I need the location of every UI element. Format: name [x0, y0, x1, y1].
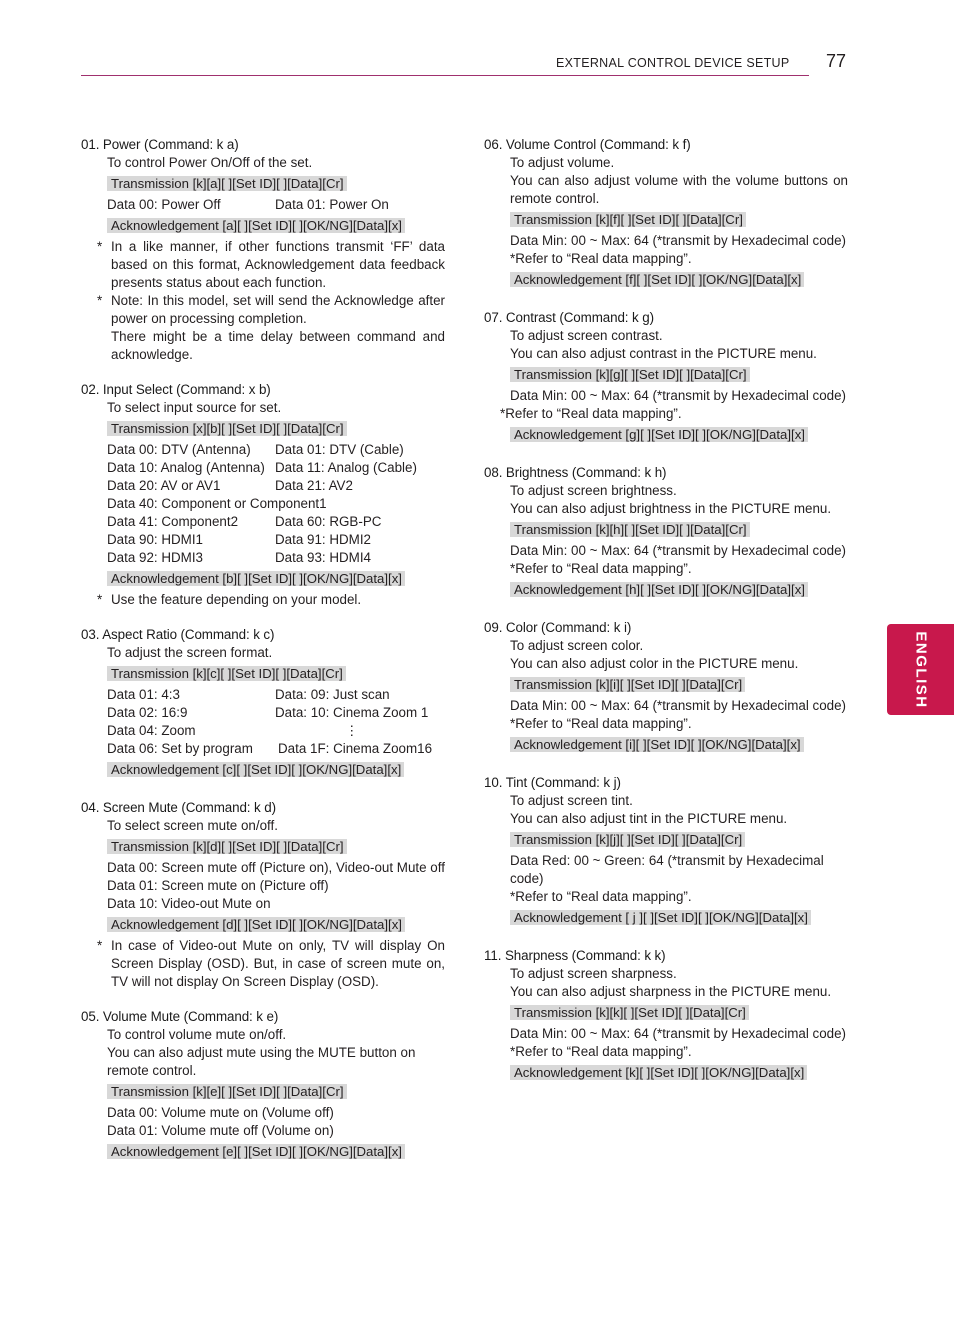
section-title: 05. Volume Mute (Command: k e) [81, 1009, 279, 1024]
data-value: Data 20: AV or AV1 [107, 478, 221, 493]
section-desc: To control Power On/Off of the set. [107, 155, 313, 170]
acknowledgement-box: Acknowledgement [g][ ][Set ID][ ][OK/NG][Data][x] [510, 427, 808, 442]
data-value [275, 495, 445, 513]
section-desc: To adjust screen contrast. [510, 328, 663, 343]
data-value: Data 1F: Cinema Zoom16 [278, 741, 433, 756]
section-desc: To select input source for set. [107, 400, 282, 415]
section-sharpness [484, 947, 848, 1085]
data-value: Data 41: Component2 [107, 514, 239, 529]
section-desc: You can also adjust color in the PICTURE menu. [510, 656, 799, 671]
transmission-box: Transmission [k][k][ ][Set ID][ ][Data][Cr] [510, 1005, 749, 1020]
acknowledgement-box: Acknowledgement [a][ ][Set ID][ ][OK/NG][Data][x] [107, 218, 405, 233]
data-value: Data 91: HDMI2 [275, 532, 372, 547]
section-desc: To adjust screen brightness. [510, 483, 677, 498]
section-title: 08. Brightness (Command: k h) [484, 465, 667, 480]
note-continuation: There might be a time delay between command and acknowledge. [111, 329, 445, 362]
data-value: Data 02: 16:9 [107, 705, 188, 720]
section-tint [484, 774, 848, 930]
language-tab-label: ENGLISH [912, 630, 929, 709]
data-value: Data 01: Power On [275, 197, 389, 212]
data-range: Data Min: 00 ~ Max: 64 (*transmit by Hexadecimal code) [510, 543, 847, 558]
acknowledgement-box: Acknowledgement [e][ ][Set ID][ ][OK/NG][Data][x] [107, 1144, 405, 1159]
data-values [81, 196, 445, 214]
acknowledgement-box: Acknowledgement [k][ ][Set ID][ ][OK/NG][Data][x] [510, 1065, 807, 1080]
note [81, 937, 445, 991]
section-power [81, 136, 445, 364]
data-value: Data 11: Analog (Cable) [275, 460, 417, 475]
acknowledgement-box: Acknowledgement [d][ ][Set ID][ ][OK/NG][Data][x] [107, 917, 405, 932]
note-marker: * [97, 293, 103, 308]
section-desc: To control volume mute on/off. [107, 1027, 287, 1042]
note-marker: * [97, 938, 103, 953]
note-text: Note: In this model, set will send the Acknowledge after power on processing completion. [111, 293, 445, 326]
data-value: Data 00: Volume mute on (Volume off) [107, 1105, 334, 1120]
section-color [484, 619, 848, 757]
data-value: Data 93: HDMI4 [275, 550, 372, 565]
reference-note: *Refer to “Real data mapping”. [510, 1044, 692, 1059]
note [81, 238, 445, 292]
data-value: Data 92: HDMI3 [107, 550, 204, 565]
section-title: 10. Tint (Command: k j) [484, 775, 621, 790]
section-desc: You can also adjust sharpness in the PICTURE menu. [510, 984, 832, 999]
reference-note: *Refer to “Real data mapping”. [510, 251, 692, 266]
transmission-box: Transmission [k][f][ ][Set ID][ ][Data][Cr] [510, 212, 746, 227]
data-value: ⋮ [345, 723, 359, 738]
section-title: 09. Color (Command: k i) [484, 620, 632, 635]
transmission-box: Transmission [k][a][ ][Set ID][ ][Data][Cr] [107, 176, 347, 191]
note-marker: * [97, 239, 103, 254]
section-aspect-ratio [81, 626, 445, 782]
data-value: Data 00: Screen mute off (Picture on), Video-out Mute off [107, 860, 445, 875]
header-title: EXTERNAL CONTROL DEVICE SETUP [556, 56, 790, 70]
data-value: Data 10: Video-out Mute on [107, 896, 271, 911]
transmission-box: Transmission [x][b][ ][Set ID][ ][Data][Cr] [107, 421, 347, 436]
data-value: Data 06: Set by program [107, 741, 253, 756]
transmission-box: Transmission [k][h][ ][Set ID][ ][Data][Cr] [510, 522, 750, 537]
acknowledgement-box: Acknowledgement [f][ ][Set ID][ ][OK/NG][Data][x] [510, 272, 804, 287]
data-value: Data 04: Zoom [107, 723, 196, 738]
left-column [81, 136, 445, 1181]
acknowledgement-box: Acknowledgement [b][ ][Set ID][ ][OK/NG][Data][x] [107, 571, 405, 586]
note [81, 591, 445, 609]
note [81, 292, 445, 328]
section-desc: To select screen mute on/off. [107, 818, 278, 833]
section-desc: You can also adjust contrast in the PICTURE menu. [510, 346, 817, 361]
section-title: 03. Aspect Ratio (Command: k c) [81, 627, 275, 642]
section-contrast [484, 309, 848, 447]
section-desc: To adjust volume. [510, 155, 615, 170]
note-text: Use the feature depending on your model. [111, 592, 362, 607]
section-input-select [81, 381, 445, 609]
data-range: Data Min: 00 ~ Max: 64 (*transmit by Hexadecimal code) [510, 233, 847, 248]
transmission-box: Transmission [k][c][ ][Set ID][ ][Data][Cr] [107, 666, 346, 681]
section-desc: To adjust screen color. [510, 638, 644, 653]
section-title: 02. Input Select (Command: x b) [81, 382, 271, 397]
header-rule [81, 75, 809, 76]
data-range: Data Min: 00 ~ Max: 64 (*transmit by Hexadecimal code) [510, 1026, 847, 1041]
transmission-box: Transmission [k][d][ ][Set ID][ ][Data][Cr] [107, 839, 347, 854]
language-tab[interactable] [887, 624, 954, 715]
right-column [484, 136, 848, 1102]
data-value: Data 21: AV2 [275, 478, 353, 493]
data-value: Data 01: DTV (Cable) [275, 442, 404, 457]
data-value: Data 01: Volume mute off (Volume on) [107, 1123, 334, 1138]
note-text: In a like manner, if other functions transmit ‘FF’ data based on this format, Acknowledgement data feedback presents status about each function. [111, 239, 445, 290]
section-screen-mute [81, 799, 445, 991]
data-value: Data 00: Power Off [107, 197, 221, 212]
section-volume-mute [81, 1008, 445, 1164]
data-value: Data 10: Analog (Antenna) [107, 460, 265, 475]
note-marker: * [97, 592, 103, 607]
transmission-box: Transmission [k][e][ ][Set ID][ ][Data][Cr] [107, 1084, 347, 1099]
data-value: Data 01: Screen mute on (Picture off) [107, 878, 329, 893]
data-value: Data 40: Component or Component1 [107, 496, 327, 511]
section-title: 07. Contrast (Command: k g) [484, 310, 654, 325]
section-title: 04. Screen Mute (Command: k d) [81, 800, 276, 815]
section-title: 06. Volume Control (Command: k f) [484, 137, 691, 152]
data-range: Data Min: 00 ~ Max: 64 (*transmit by Hexadecimal code) [510, 698, 847, 713]
acknowledgement-box: Acknowledgement [ j ][ ][Set ID][ ][OK/NG][Data][x] [510, 910, 811, 925]
section-desc: To adjust screen tint. [510, 793, 633, 808]
section-brightness [484, 464, 848, 602]
section-desc: To adjust the screen format. [107, 645, 273, 660]
reference-note: *Refer to “Real data mapping”. [510, 889, 692, 904]
reference-note: *Refer to “Real data mapping”. [500, 406, 682, 421]
section-desc: You can also adjust volume with the volume buttons on remote control. [510, 173, 848, 206]
acknowledgement-box: Acknowledgement [c][ ][Set ID][ ][OK/NG][Data][x] [107, 762, 404, 777]
data-value: Data 90: HDMI1 [107, 532, 204, 547]
section-desc: You can also adjust brightness in the PICTURE menu. [510, 501, 832, 516]
data-value: Data: 09: Just scan [275, 687, 390, 702]
data-values [81, 686, 445, 758]
data-range: Data Red: 00 ~ Green: 64 (*transmit by Hexadecimal code) [510, 853, 824, 886]
acknowledgement-box: Acknowledgement [h][ ][Set ID][ ][OK/NG][Data][x] [510, 582, 808, 597]
transmission-box: Transmission [k][j][ ][Set ID][ ][Data][Cr] [510, 832, 745, 847]
section-title: 11. Sharpness (Command: k k) [484, 948, 666, 963]
data-value: Data: 10: Cinema Zoom 1 [275, 705, 429, 720]
reference-note: *Refer to “Real data mapping”. [510, 716, 692, 731]
reference-note: *Refer to “Real data mapping”. [510, 561, 692, 576]
note-text: In case of Video-out Mute on only, TV will display On Screen Display (OSD). But, in case of screen mute on, TV will not display On Screen Display (OSD). [111, 938, 445, 989]
data-values [81, 441, 445, 567]
transmission-box: Transmission [k][i][ ][Set ID][ ][Data][Cr] [510, 677, 745, 692]
transmission-box: Transmission [k][g][ ][Set ID][ ][Data][Cr] [510, 367, 750, 382]
section-title: 01. Power (Command: k a) [81, 137, 239, 152]
data-range: Data Min: 00 ~ Max: 64 (*transmit by Hexadecimal code) [510, 388, 847, 403]
page-number: 77 [826, 51, 847, 71]
section-volume-control [484, 136, 848, 292]
data-value: Data 00: DTV (Antenna) [107, 442, 251, 457]
acknowledgement-box: Acknowledgement [i][ ][Set ID][ ][OK/NG][Data][x] [510, 737, 804, 752]
data-value: Data 01: 4:3 [107, 687, 180, 702]
section-desc: To adjust screen sharpness. [510, 966, 677, 981]
data-value: Data 60: RGB-PC [275, 514, 382, 529]
section-desc: You can also adjust mute using the MUTE button on remote control. [107, 1045, 416, 1078]
section-desc: You can also adjust tint in the PICTURE menu. [510, 811, 788, 826]
